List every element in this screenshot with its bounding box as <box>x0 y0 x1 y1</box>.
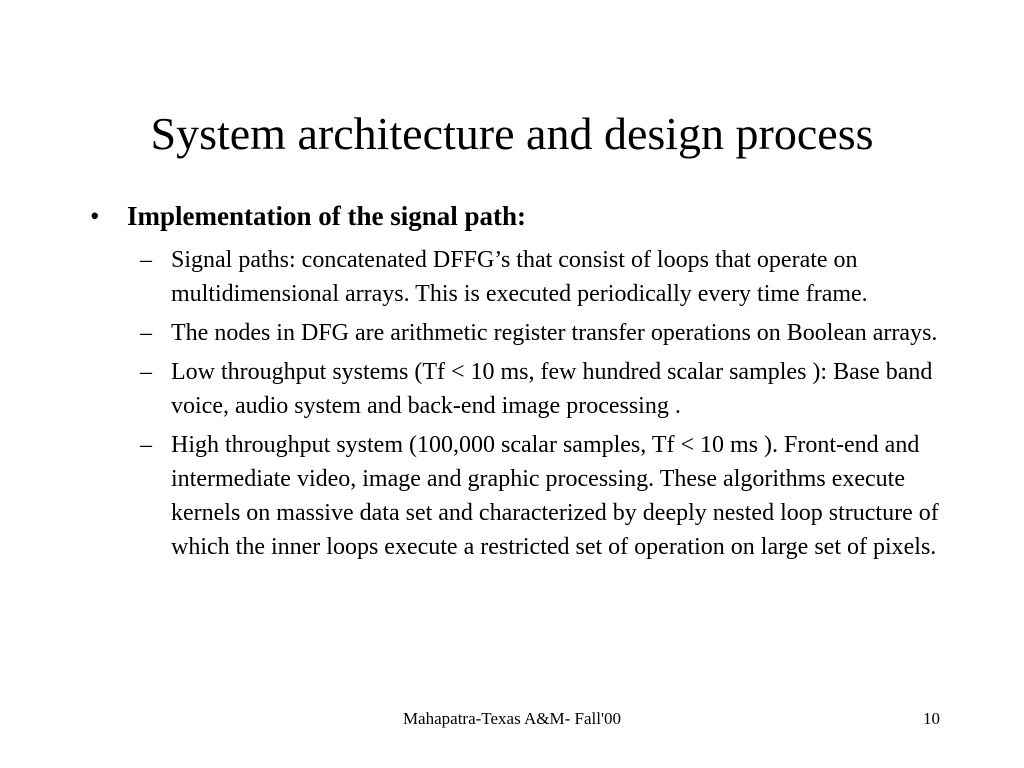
sub-bullet-text: Signal paths: concatenated DFFG’s that consist of loops that operate on multidimensional arrays. This is executed periodically every time frame. <box>171 247 868 307</box>
sub-bullet-item <box>140 243 940 311</box>
sub-bullet-item <box>140 316 940 350</box>
slide-footer: Mahapatra-Texas A&M- Fall'00 <box>402 709 622 728</box>
sub-bullet-text: The nodes in DFG are arithmetic register transfer operations on Boolean arrays. <box>171 320 938 346</box>
page-number: 10 <box>923 709 940 728</box>
dash-marker: – <box>140 359 152 385</box>
sub-bullet-text: Low throughput systems (Tf < 10 ms, few hundred scalar samples ): Base band voice, audio system and back-end image processing . <box>171 359 933 419</box>
dash-marker: – <box>140 320 152 346</box>
main-bullet-text: Implementation of the signal path: <box>127 201 527 231</box>
sub-bullet-list <box>140 243 940 569</box>
sub-bullet-item <box>140 428 940 564</box>
bullet-marker: • <box>90 201 100 231</box>
sub-bullet-item <box>140 355 940 423</box>
slide-title: System architecture and design process <box>150 108 874 159</box>
sub-bullet-text: High throughput system (100,000 scalar samples, Tf < 10 ms ). Front-end and intermediate video, image and graphic processing. These algorithms execute kernels on massive data set and characterized by deeply nested loop structure of which the inner loops execute a restricted set of operation on large set of pixels. <box>171 432 939 560</box>
dash-marker: – <box>140 432 152 458</box>
dash-marker: – <box>140 247 152 273</box>
